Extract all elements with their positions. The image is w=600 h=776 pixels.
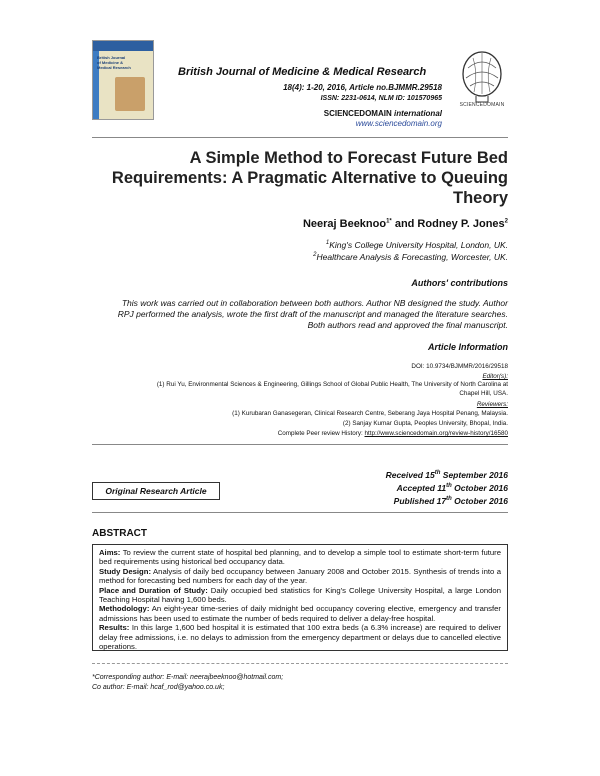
cover-line: of Medicine & [97, 60, 124, 65]
published-date: Published 17th October 2016 [393, 495, 508, 506]
abstract-design: Study Design: Analysis of daily bed occupancy between January 2008 and October 2015. Synthesis of trends into a method for forecasting bed numbers for each day of the year. [99, 566, 502, 586]
accepted-date: Accepted 11th October 2016 [396, 482, 508, 493]
abstract-box [92, 544, 508, 651]
contributions-heading: Authors' contributions [411, 278, 508, 288]
sciencedomain-logo-icon [456, 48, 508, 108]
doi: DOI: 10.9734/BJMMR/2016/29518 [411, 363, 508, 370]
abstract-results: Results: In this large 1,600 bed hospital it is estimated that 100 extra beds (a 6.3% increase) are required to deliver delay free admissions, i.e. no delays to admission from the emergency department or delays due to cancelled elective operations. [99, 623, 501, 652]
reviewer-2: (2) Sanjay Kumar Gupta, Peoples University, Bhopal, India. [342, 420, 508, 427]
cover-line: Medical Research [97, 65, 131, 70]
author-line: Neeraj Beeknoo$^{1*}$ and Rodney P. Jones$^2$ [302, 218, 508, 230]
cover-line: British Journal [97, 55, 126, 60]
issn-line: ISSN: 2231-0614, NLM ID: 101570965 [320, 95, 442, 102]
article-type-badge: Original Research Article [92, 482, 220, 500]
coauthor-footnote: Co author: E-mail: hcaf_rod@yahoo.co.uk; [92, 684, 225, 691]
info-divider [92, 444, 508, 445]
article-info-heading: Article Information [427, 342, 508, 352]
footnote-divider [92, 663, 508, 664]
peer-review-link[interactable]: http://www.sciencedomain.org/review-history/16580 [364, 430, 508, 437]
corresponding-author-footnote: *Corresponding author: E-mail: neerajbeeknoo@hotmail.com; [92, 674, 284, 681]
abstract-place: Place and Duration of Study: Daily occupied bed statistics for King's College University Hospital, a large London Teaching Hospital having 1,600 beds. [99, 585, 501, 605]
reviewer-1: (1) Kurubaran Ganasegeran, Clinical Research Centre, Seberang Jaya Hospital Penang, Malaysia. [232, 410, 508, 417]
article-dates [386, 468, 508, 506]
dates-divider [92, 512, 508, 513]
contributions-text: This work was carried out in collaboration between both authors. Author NB designed the study. Author RPJ performed the analysis, wrote the first draft of the manuscript and managed the literature searches. Both authors read and approved the final manuscript. [117, 298, 508, 330]
publisher-name: SCIENCEDOMAIN international [323, 109, 442, 118]
editors-label: Editor(s): [482, 373, 508, 380]
publisher-url[interactable]: www.sciencedomain.org [355, 119, 442, 128]
abstract-aims: Aims: To review the current state of hospital bed planning, and to develop a simple tool to estimate short-term future bed requirements using historical bed occupancy data. [99, 548, 501, 567]
paper-title: A Simple Method to Forecast Future Bed Requirements: A Pragmatic Alternative to Queuing Theory [111, 149, 508, 207]
logo-label: SCIENCEDOMAIN [459, 102, 505, 108]
journal-title: British Journal of Medicine & Medical Research [178, 66, 427, 78]
reviewers-label: Reviewers: [476, 401, 508, 408]
journal-cover-thumbnail [92, 40, 154, 120]
received-date: Received 15th September 2016 [385, 469, 508, 480]
abstract-methodology: Methodology: An eight-year time-series of daily midnight bed occupancy covering elective, emergency and transfer admissions has been used to estimate the number of beds required to deliver a delay-free hospital. [99, 604, 501, 623]
editor-1-line-b: Chapel Hill, USA. [459, 390, 508, 397]
editor-1-line-a: (1) Rui Yu, Environmental Sciences & Engineering, Gillings School of Global Public Health, The University of North Carolina at [156, 381, 508, 388]
header-divider [92, 137, 508, 138]
peer-review-history: Complete Peer review History: http://www.sciencedomain.org/review-history/16580 [277, 430, 508, 437]
abstract-heading: ABSTRACT [92, 528, 147, 539]
affiliation-1: $^1$King's College University Hospital, London, UK. [325, 240, 508, 250]
volume-line: 18(4): 1-20, 2016, Article no.BJMMR.29518 [283, 83, 442, 92]
affiliation-2: $^2$Healthcare Analysis & Forecasting, Worcester, UK. [313, 252, 508, 262]
